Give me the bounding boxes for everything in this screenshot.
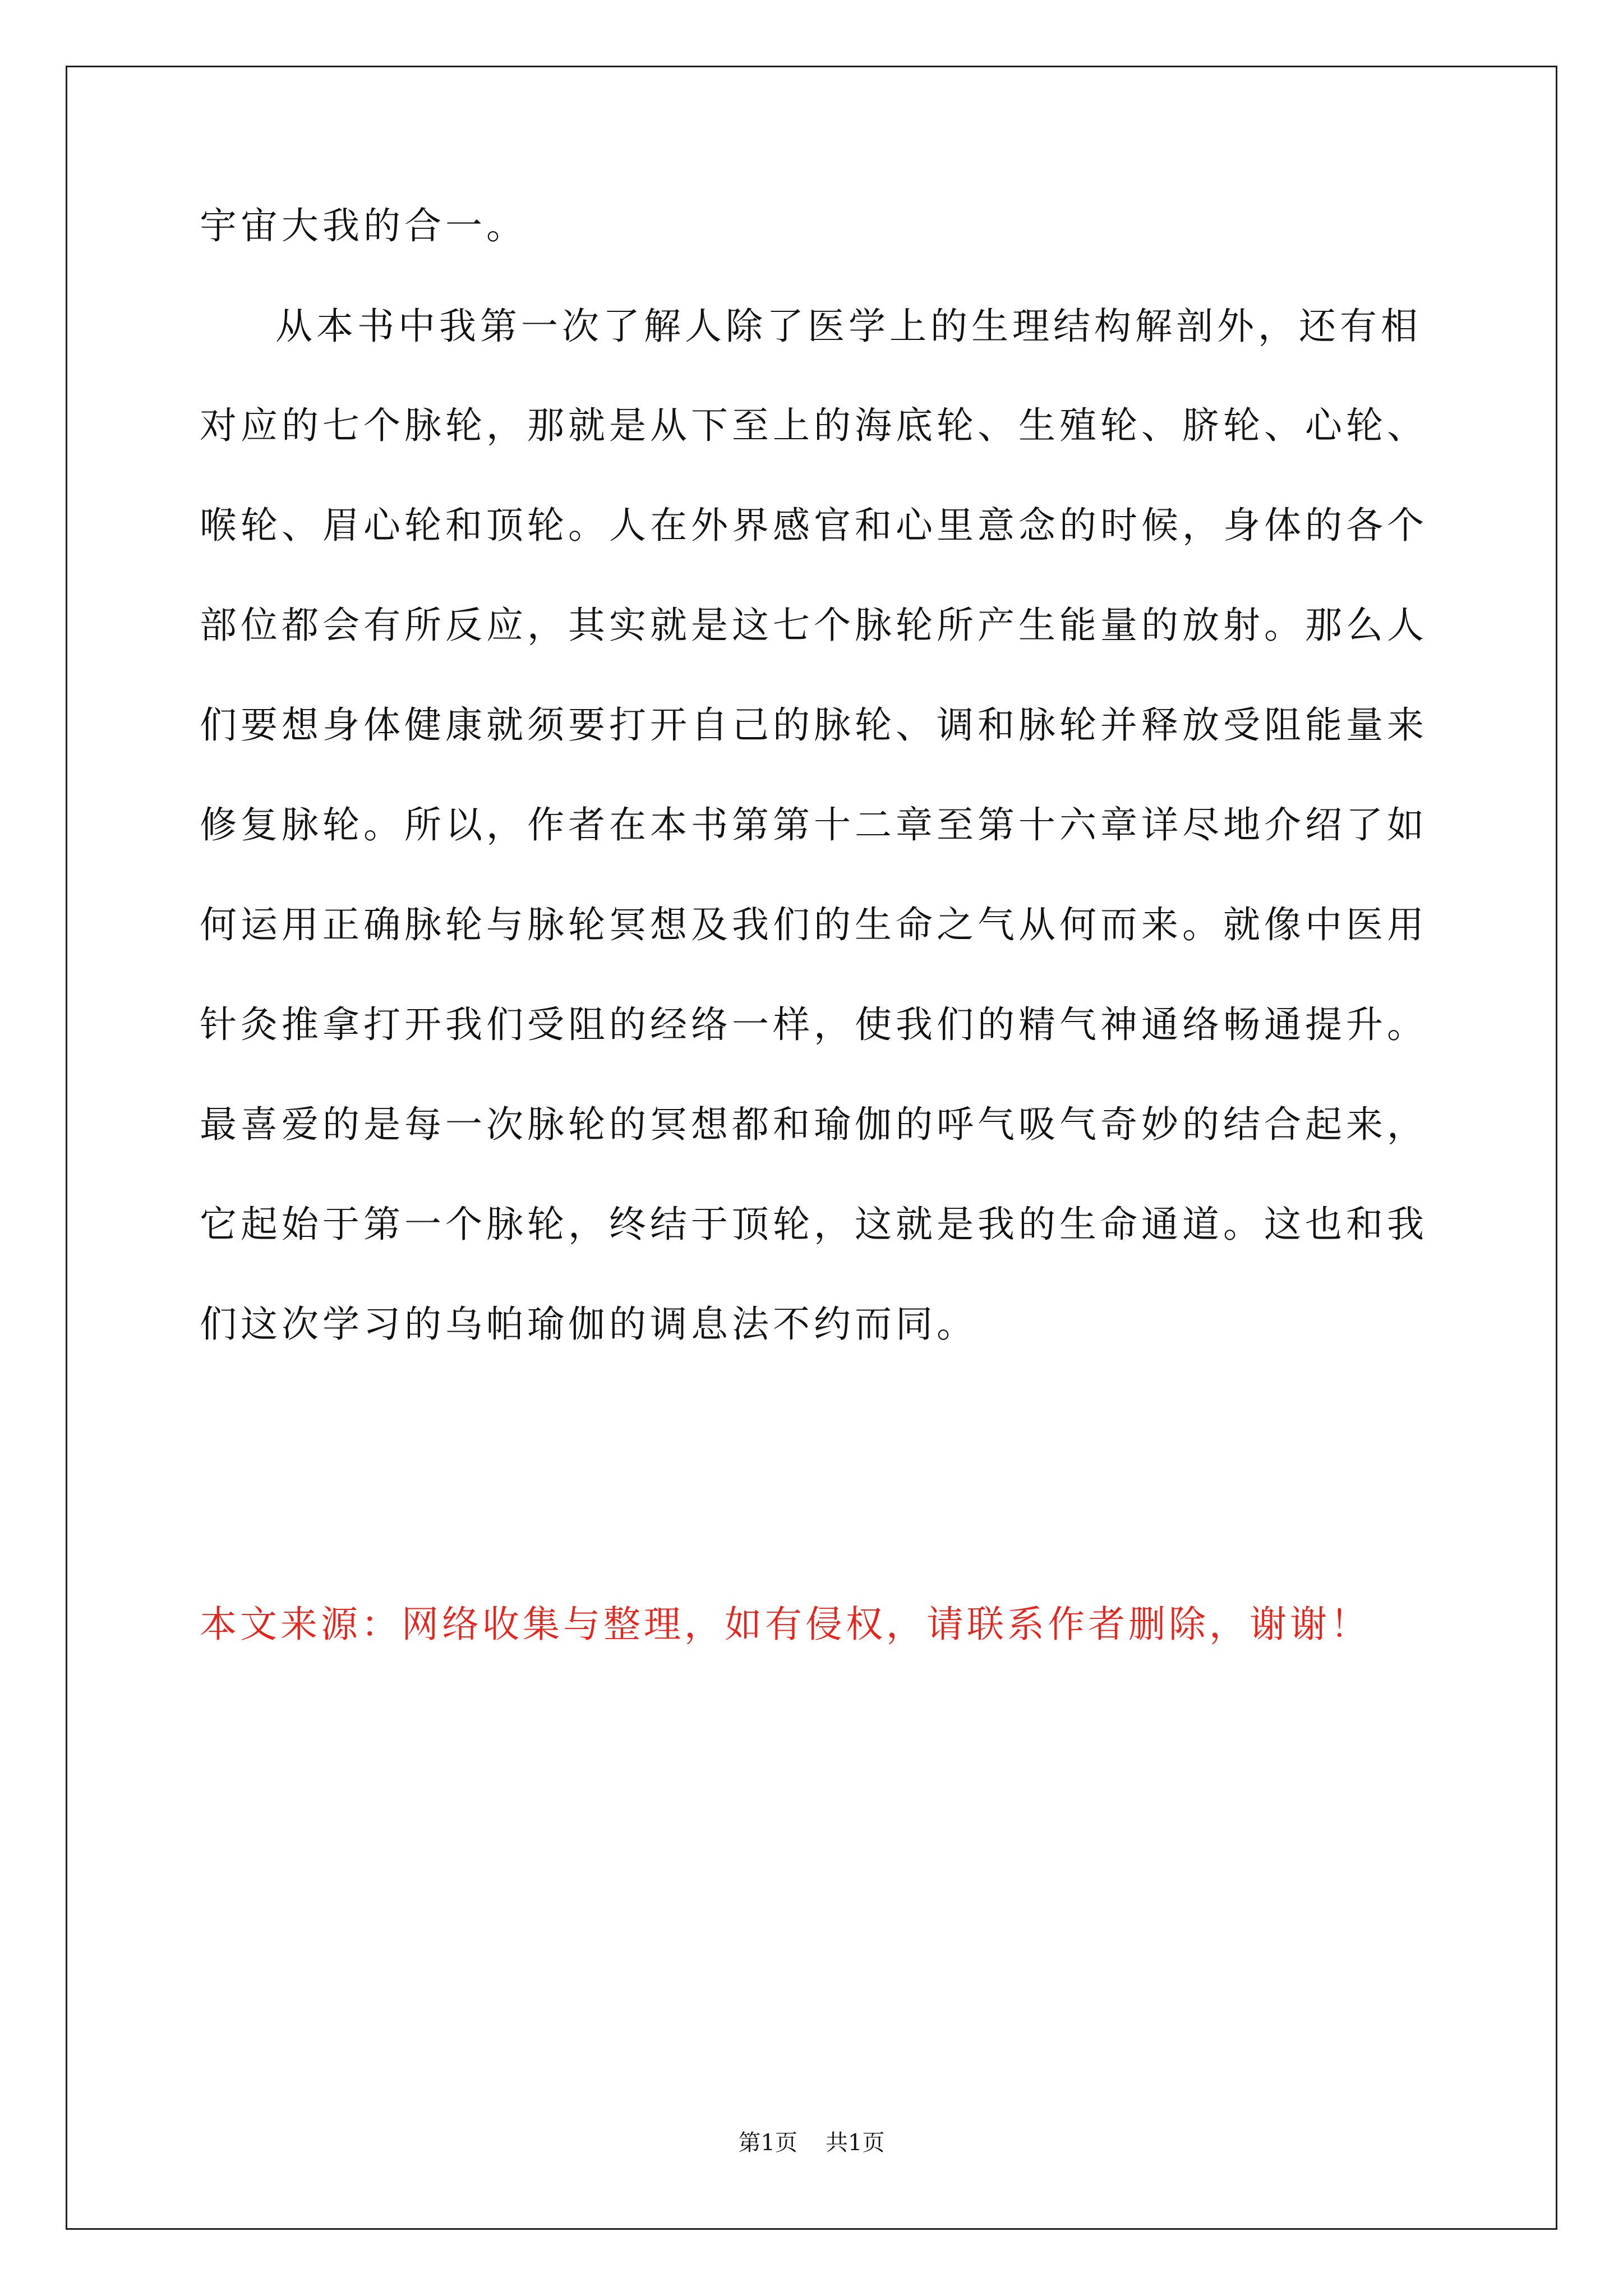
text-line: 针灸推拿打开我们受阻的经络一样，使我们的精气神通络畅通提升。 bbox=[200, 1003, 1428, 1046]
text-line: 宇宙大我的合一。 bbox=[200, 204, 527, 247]
text-line: 对应的七个脉轮，那就是从下至上的海底轮、生殖轮、脐轮、心轮、 bbox=[200, 404, 1428, 447]
paragraph-first-line: 从本书中我第一次了解人除了医学上的生理结构解剖外，还有相 bbox=[275, 305, 1422, 348]
text-line: 部位都会有所反应，其实就是这七个脉轮所产生能量的放射。那么人 bbox=[200, 604, 1428, 647]
text-line: 它起始于第一个脉轮，终结于顶轮，这就是我的生命通道。这也和我 bbox=[200, 1203, 1428, 1246]
source-note: 本文来源：网络收集与整理，如有侵权，请联系作者删除，谢谢！ bbox=[200, 1603, 1371, 1646]
text-line: 何运用正确脉轮与脉轮冥想及我们的生命之气从何而来。就像中医用 bbox=[200, 903, 1428, 946]
page-total: 共1页 bbox=[826, 2130, 885, 2156]
page-number: 第1页 bbox=[738, 2130, 797, 2156]
text-line: 们要想身体健康就须要打开自己的脉轮、调和脉轮并释放受阻能量来 bbox=[200, 703, 1428, 747]
text-line: 们这次学习的乌帕瑜伽的调息法不约而同。 bbox=[200, 1303, 978, 1346]
text-line: 最喜爱的是每一次脉轮的冥想都和瑜伽的呼气吸气奇妙的结合起来， bbox=[200, 1103, 1428, 1146]
text-line: 喉轮、眉心轮和顶轮。人在外界感官和心里意念的时候，身体的各个 bbox=[200, 504, 1428, 547]
page-border bbox=[66, 66, 1557, 2230]
text-line: 修复脉轮。所以，作者在本书第第十二章至第十六章详尽地介绍了如 bbox=[200, 803, 1428, 846]
page-footer bbox=[0, 2132, 1623, 2154]
